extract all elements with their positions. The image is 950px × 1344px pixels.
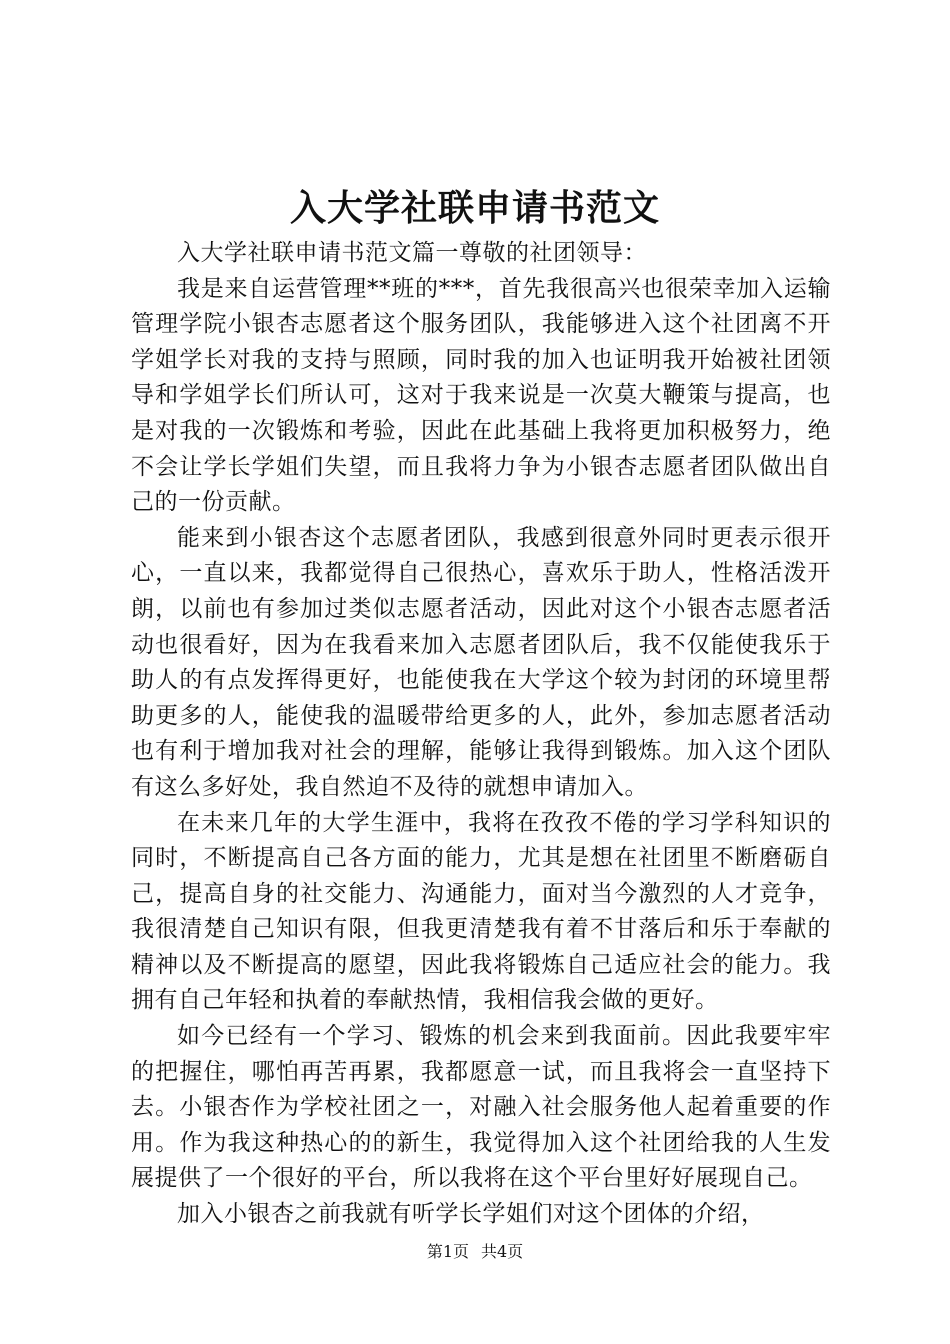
page-footer bbox=[0, 1240, 950, 1264]
document-title: 入大学社联申请书范文 bbox=[289, 187, 660, 229]
document-body bbox=[131, 236, 831, 1233]
page-number: 第1页 bbox=[426, 1242, 469, 1261]
paragraph: 如今已经有一个学习、锻炼的机会来到我面前。因此我要牢牢的把握住，哪怕再苦再累，我都愿意一试，而且我将会一直坚持下去。小银杏作为学校社团之一，对融入社会服务他人起着重要的作用。作为我这种热心的的新生，我觉得加入这个社团给我的人生发展提供了一个很好的平台，所以我将在这个平台里好好展现自己。 bbox=[131, 1023, 831, 1192]
page-total: 共4页 bbox=[481, 1242, 524, 1261]
paragraph: 加入小银杏之前我就有听学长学姐们对这个团体的介绍， bbox=[177, 1201, 765, 1228]
paragraph: 在未来几年的大学生涯中，我将在孜孜不倦的学习学科知识的同时，不断提高自己各方面的能力，尤其是想在社团里不断磨砺自己，提高自身的社交能力、沟通能力，面对当今激烈的人才竞争，我很清楚自己知识有限，但我更清楚我有着不甘落后和乐于奉献的精神以及不断提高的愿望，因此我将锻炼自己适应社会的能力。我拥有自己年轻和执着的奉献热情，我相信我会做的更好。 bbox=[131, 809, 831, 1014]
paragraph-intro: 入大学社联申请书范文篇一尊敬的社团领导： bbox=[177, 240, 647, 266]
paragraph: 我是来自运营管理**班的***，首先我很高兴也很荣幸加入运输管理学院小银杏志愿者这个服务团队，我能够进入这个社团离不开学姐学长对我的支持与照顾，同时我的加入也证明我开始被社团领导和学姐学长们所认可，这对于我来说是一次莫大鞭策与提高，也是对我的一次锻炼和考验，因此在此基础上我将更加积极努力，绝不会让学长学姐们失望，而且我将力争为小银杏志愿者团队做出自己的一份贡献。 bbox=[131, 275, 831, 516]
paragraph: 能来到小银杏这个志愿者团队，我感到很意外同时更表示很开心，一直以来，我都觉得自己很热心，喜欢乐于助人，性格活泼开朗，以前也有参加过类似志愿者活动，因此对这个小银杏志愿者活动也很看好，因为在我看来加入志愿者团队后，我不仅能使我乐于助人的有点发挥得更好，也能使我在大学这个较为封闭的环境里帮助更多的人，能使我的温暖带给更多的人，此外，参加志愿者活动也有利于增加我对社会的理解，能够让我得到锻炼。加入这个团队有这么多好处，我自然迫不及待的就想申请加入。 bbox=[131, 524, 831, 800]
